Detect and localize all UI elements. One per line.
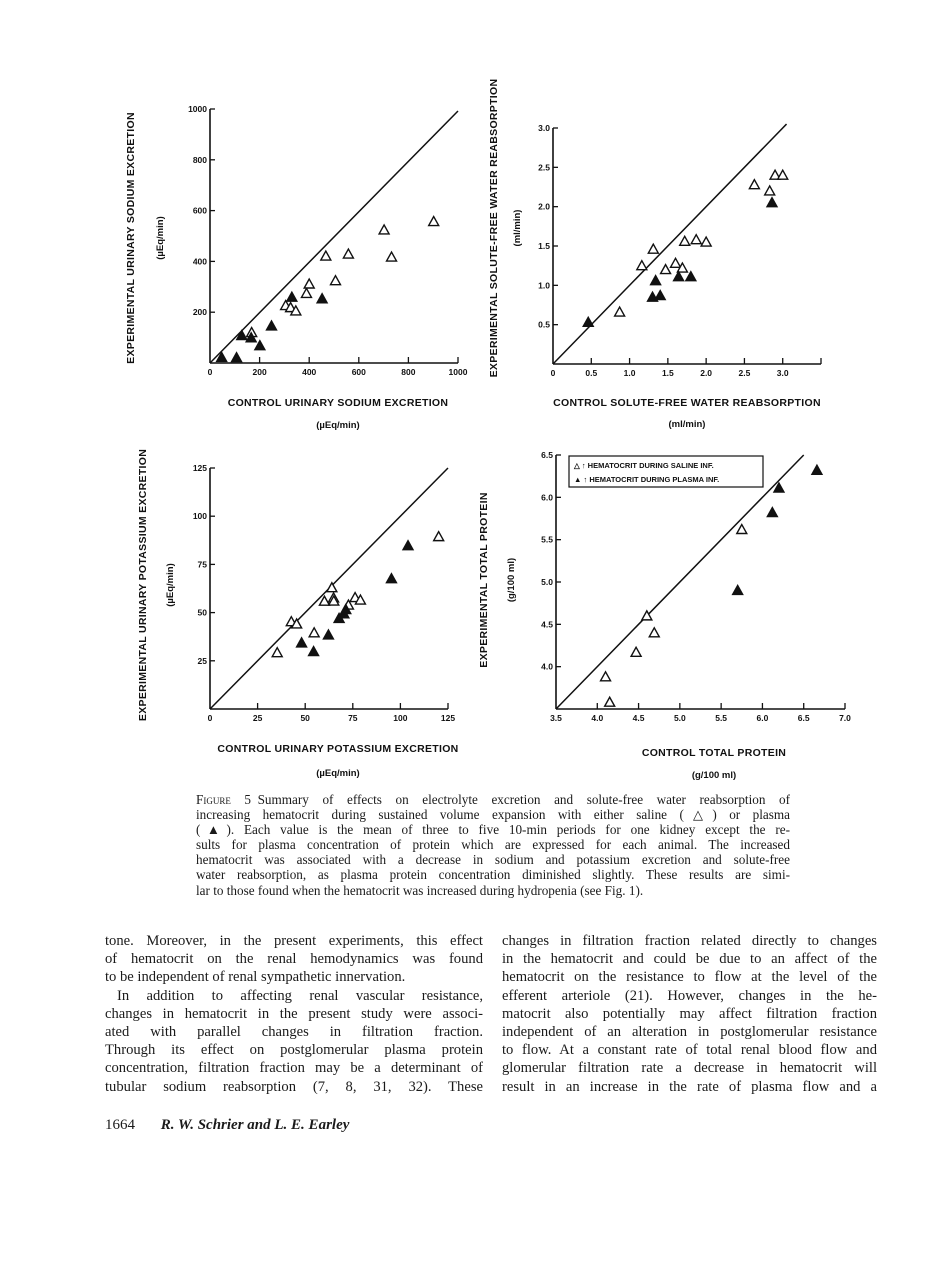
y-tick-label: 125: [192, 463, 207, 473]
caption-line: lar to those found when the hematocrit was increased during hydropenia (see Fig. 1).: [196, 882, 644, 898]
y-tick-label: 2.0: [538, 201, 550, 212]
saline-data-point: [615, 307, 625, 316]
x-tick-label: 2.5: [738, 368, 751, 378]
x-tick-label: 4.5: [632, 713, 645, 723]
saline-data-point: [272, 648, 282, 657]
y-axis-units: (µEq/min): [155, 216, 166, 260]
saline-data-point: [765, 186, 775, 195]
y-tick-label: 2.5: [538, 162, 550, 173]
y-tick-label: 1000: [188, 104, 207, 114]
plasma-data-point: [297, 638, 307, 647]
identity-line: [553, 124, 787, 364]
x-tick-label: 0: [550, 368, 556, 378]
x-tick-label: 25: [252, 713, 263, 723]
x-axis-units: (µEq/min): [316, 768, 360, 779]
plasma-data-point: [651, 276, 661, 285]
body-text-line: glomerular filtration rate a decrease in hematocrit will: [502, 1060, 877, 1077]
x-tick-label: 200: [252, 367, 267, 377]
saline-data-point: [778, 170, 788, 179]
y-axis-units: (g/100 ml): [506, 557, 517, 603]
y-tick-label: 6.5: [541, 450, 553, 460]
plasma-data-point: [767, 198, 777, 207]
plasma-data-point: [287, 292, 297, 301]
plasma-data-point: [323, 630, 333, 639]
x-tick-label: 1.0: [623, 368, 636, 378]
body-text-line: tubular sodium reabsorption (7, 8, 31, 32). These: [105, 1078, 483, 1095]
y-tick-label: 25: [197, 655, 207, 666]
saline-data-point: [301, 288, 311, 297]
body-text-line: Through its effect on postglomerular plasma protein: [105, 1042, 483, 1059]
scatter-plot-3: [137, 449, 459, 779]
y-tick-label: 3.0: [538, 123, 550, 133]
body-text-line: result in an increase in the rate of plasma flow and a: [502, 1078, 877, 1095]
saline-data-point: [387, 252, 397, 261]
body-text-line: matocrit also potentially may affect filtration fraction: [502, 1005, 877, 1022]
y-tick-label: 5.0: [541, 577, 553, 587]
x-tick-label: 0.5: [585, 368, 598, 378]
plasma-data-point: [403, 541, 413, 550]
saline-data-point: [321, 251, 331, 260]
saline-data-point: [701, 237, 711, 246]
legend-saline: △ ↑ HEMATOCRIT DURING SALINE INF.: [574, 461, 714, 470]
legend: [569, 456, 763, 487]
caption-line: Figure 5 Summary of effects on electrolyte excretion and solute-free water reabsorption of: [196, 792, 790, 807]
body-text-line: in the hematocrit and could be due to an affect of the: [502, 951, 877, 968]
body-text-line: In addition to affecting renal vascular resistance,: [117, 987, 483, 1004]
saline-data-point: [429, 217, 439, 226]
x-tick-label: 125: [440, 713, 456, 723]
saline-data-point: [343, 249, 353, 258]
saline-data-point: [379, 225, 389, 234]
plasma-data-point: [655, 291, 665, 300]
scatter-plot-4: [478, 450, 851, 781]
body-text-line: ated with parallel changes in filtration fraction.: [105, 1024, 483, 1041]
y-axis-units: (ml/min): [512, 209, 523, 247]
y-tick-label: 75: [197, 559, 207, 570]
legend-plasma: ▲ ↑ HEMATOCRIT DURING PLASMA INF.: [574, 475, 720, 484]
x-tick-label: 2.0: [700, 368, 713, 378]
saline-data-point: [649, 628, 659, 637]
y-tick-label: 1.0: [538, 280, 550, 291]
plasma-data-point: [686, 272, 696, 281]
y-axis-title: EXPERIMENTAL URINARY SODIUM EXCRETION: [125, 112, 137, 364]
y-axis-title: EXPERIMENTAL TOTAL PROTEIN: [478, 492, 490, 668]
y-axis-title: EXPERIMENTAL URINARY POTASSIUM EXCRETION: [137, 448, 149, 722]
x-tick-label: 3.5: [550, 713, 562, 723]
body-text-line: independent of an alteration in postglomerular resistance: [502, 1024, 877, 1041]
y-tick-label: 4.5: [541, 619, 553, 630]
x-tick-label: 4.0: [591, 713, 604, 723]
x-tick-label: 0: [207, 713, 213, 723]
plasma-data-point: [317, 294, 327, 303]
x-axis-units: (ml/min): [668, 419, 706, 430]
body-text-line: changes in hematocrit in the present study were associ-: [105, 1005, 483, 1022]
saline-data-point: [631, 647, 641, 656]
y-tick-label: 100: [192, 511, 207, 522]
saline-data-point: [327, 583, 337, 592]
saline-data-point: [601, 672, 611, 681]
caption-line: hematocrit was associated with a decrease in sodium and potassium excretion and solute-free: [196, 852, 790, 868]
x-axis-title: CONTROL URINARY POTASSIUM EXCRETION: [217, 743, 459, 755]
body-text-line: tone. Moreover, in the present experiments, this effect: [105, 933, 483, 949]
x-axis-units: (µEq/min): [316, 420, 360, 431]
saline-data-point: [749, 180, 759, 189]
x-tick-label: 5.5: [715, 713, 728, 723]
y-axis-units: (µEq/min): [165, 563, 176, 607]
body-text-line: efferent arteriole (21). However, changes in the he-: [502, 987, 877, 1004]
body-text-line: to be independent of renal sympathetic innervation.: [105, 969, 406, 986]
y-tick-label: 4.0: [541, 661, 553, 672]
figure-caption: [196, 792, 790, 898]
x-axis-title: CONTROL TOTAL PROTEIN: [641, 747, 787, 759]
saline-data-point: [304, 279, 314, 288]
x-tick-label: 75: [348, 713, 358, 723]
x-tick-label: 6.5: [797, 713, 810, 723]
plasma-data-point: [267, 321, 277, 330]
body-text-line: concentration, filtration fraction may be a determinant of: [105, 1060, 483, 1077]
y-tick-label: 600: [192, 205, 207, 216]
body-column-left: [105, 932, 483, 1096]
x-tick-label: 5.0: [673, 713, 686, 723]
y-tick-label: 50: [197, 607, 207, 618]
plasma-data-point: [232, 353, 242, 362]
saline-data-point: [637, 261, 647, 270]
x-tick-label: 600: [351, 367, 366, 377]
page-number: 1664: [105, 1117, 135, 1133]
y-tick-label: 1.5: [538, 241, 550, 251]
identity-line: [210, 111, 458, 363]
x-axis-units: (g/100 ml): [691, 770, 737, 781]
identity-line: [556, 455, 804, 709]
plasma-data-point: [583, 317, 593, 326]
saline-data-point: [434, 532, 444, 541]
x-axis-title: CONTROL URINARY SODIUM EXCRETION: [227, 397, 449, 409]
y-tick-label: 200: [192, 307, 207, 318]
running-authors: R. W. Schrier and L. E. Earley: [160, 1117, 350, 1133]
y-tick-label: 400: [192, 256, 207, 267]
saline-data-point: [330, 276, 340, 285]
plasma-data-point: [733, 585, 743, 594]
x-tick-label: 400: [302, 367, 317, 377]
plasma-data-point: [767, 508, 777, 517]
plasma-data-point: [309, 647, 319, 656]
x-tick-label: 3.0: [776, 368, 789, 378]
caption-line: water reabsorption, as plasma protein concentration diminished slightly. These results are simi-: [196, 867, 790, 883]
saline-data-point: [661, 265, 671, 274]
x-tick-label: 800: [401, 367, 416, 377]
saline-data-point: [648, 244, 658, 253]
body-text-line: changes in filtration fraction related directly to changes: [502, 933, 877, 949]
caption-line: increasing hematocrit during sustained volume expansion with either saline (△) or plasma: [196, 807, 790, 823]
page-footer: [105, 1117, 349, 1134]
plasma-data-point: [386, 574, 396, 583]
y-tick-label: 6.0: [541, 492, 553, 503]
x-axis-title: CONTROL SOLUTE-FREE WATER REABSORPTION: [553, 397, 821, 409]
x-tick-label: 50: [300, 713, 310, 723]
saline-data-point: [605, 697, 615, 706]
x-tick-label: 7.0: [839, 713, 851, 723]
body-text-line: to flow. At a constant rate of total renal blood flow and: [502, 1042, 877, 1059]
scatter-plot-2: [488, 79, 821, 430]
x-tick-label: 6.0: [756, 713, 769, 723]
saline-data-point: [691, 235, 701, 244]
plasma-data-point: [812, 465, 822, 474]
y-tick-label: 5.5: [541, 534, 553, 545]
plasma-data-point: [674, 272, 684, 281]
body-text-line: hematocrit on the resistance to flow at the level of the: [502, 969, 877, 986]
y-tick-label: 800: [192, 154, 207, 165]
body-column-right: [502, 932, 877, 1096]
x-tick-label: 1.5: [661, 368, 674, 378]
caption-line: sults for plasma concentration of protein which are expressed for each animal. The increased: [196, 837, 790, 853]
body-text-line: of hematocrit on the renal hemodynamics was found: [105, 951, 483, 968]
saline-data-point: [680, 236, 690, 245]
x-tick-label: 0: [207, 367, 213, 377]
x-tick-label: 100: [393, 713, 408, 723]
x-tick-label: 1000: [448, 367, 468, 377]
scatter-plot-1: [125, 104, 468, 431]
saline-data-point: [737, 525, 747, 534]
figure-label: Figure 5: [196, 792, 258, 807]
saline-data-point: [671, 258, 681, 267]
saline-data-point: [309, 628, 319, 637]
y-tick-label: 0.5: [538, 319, 550, 330]
caption-line: (▲). Each value is the mean of three to five 10-min periods for one kidney except the re-: [196, 822, 790, 838]
y-axis-title: EXPERIMENTAL SOLUTE-FREE WATER REABSORPTION: [488, 78, 500, 378]
